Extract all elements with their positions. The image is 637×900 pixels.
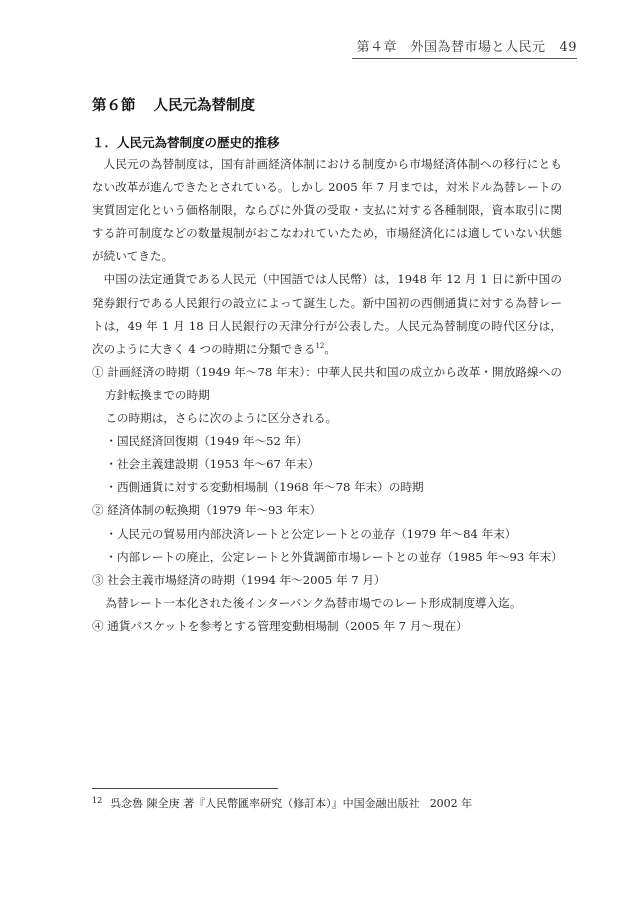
period-3-note: 為替レート一本化された後インターバンク為替市場でのレート形成制度導入迄。 bbox=[105, 595, 522, 610]
paragraph-2-end: 。 bbox=[324, 341, 336, 356]
period-2-title: ② 経済体制の転換期（1979 年～93 年末） bbox=[92, 503, 322, 518]
footnote bbox=[92, 795, 472, 811]
footnote-text: 呉念魯 陳全庚 著『人民幣匯率研究（修訂本）』中国金融出版社 bbox=[110, 797, 420, 810]
body-text bbox=[92, 153, 562, 638]
header-rule bbox=[352, 58, 577, 59]
period-1-note: この時期は，さらに次のように区分される。 bbox=[105, 411, 338, 426]
paragraph-2 bbox=[92, 268, 562, 360]
period-1-bullet-2: ・社会主義建設期（1953 年～67 年末） bbox=[105, 457, 320, 472]
paragraph-2-text: 中国の法定通貨である人民元（中国語では人民幣）は，1948 年 12 月 1 日に新中国の発券銀行である人民銀行の設立によって誕生した。新中国初の西側通貨に対する為替レートは，49 年 1 月 18 日人民銀行の天津分行が公表した。人民元為替制度の時代区分は，次のように大きく 4 つの時期に分類できる bbox=[92, 272, 562, 356]
period-1-title: ① 計画経済の時期（1949 年～78 年末）：中華人民共和国の成立から改革・開放路線への方針転換までの時期 bbox=[92, 364, 562, 402]
period-2-bullet-2: ・内部レートの廃止，公定レートと外貨調節市場レートとの並存（1985 年～93 年末） bbox=[105, 549, 563, 564]
paragraph-1: 人民元の為替制度は，国有計画経済体制における制度から市場経済体制への移行にともない改革が進んできたとされている。しかし 2005 年 7 月までは，対米ドル為替レートの実質固定化という価格制限，ならびに外貨の受取・支払に対する各種制限，資本取引に関する許可制度などの数量規制がおこなわれていたため，市場経済化には適していない状態が続いてきた。 bbox=[92, 157, 562, 264]
footnote-reference[interactable]: 12 bbox=[315, 341, 325, 350]
footnote-mark: 12 bbox=[92, 796, 103, 805]
section-heading bbox=[92, 94, 255, 115]
footnote-rule bbox=[92, 788, 278, 789]
subsection-heading: １．人民元為替制度の歴史的推移 bbox=[92, 135, 280, 150]
footnote-year: 2002 年 bbox=[429, 797, 473, 810]
period-4-title: ④ 通貨バスケットを参考とする管理変動相場制（2005 年 7 月～現在） bbox=[92, 618, 468, 633]
period-1-bullet-3: ・西側通貨に対する変動相場制（1968 年～78 年末）の時期 bbox=[105, 480, 424, 495]
period-3-title: ③ 社会主義市場経済の時期（1994 年～2005 年 7 月） bbox=[92, 572, 386, 587]
running-header bbox=[356, 36, 577, 55]
period-2-bullet-1: ・人民元の貿易用内部決済レートと公定レートとの並存（1979 年～84 年末） bbox=[105, 526, 517, 541]
chapter-title: 第４章 外国為替市場と人民元 bbox=[356, 40, 546, 55]
section-number: 第６節 bbox=[92, 98, 136, 114]
period-1-bullet-1: ・国民経済回復期（1949 年～52 年） bbox=[105, 434, 308, 449]
section-title: 人民元為替制度 bbox=[153, 98, 255, 114]
page-number: 49 bbox=[559, 40, 577, 55]
